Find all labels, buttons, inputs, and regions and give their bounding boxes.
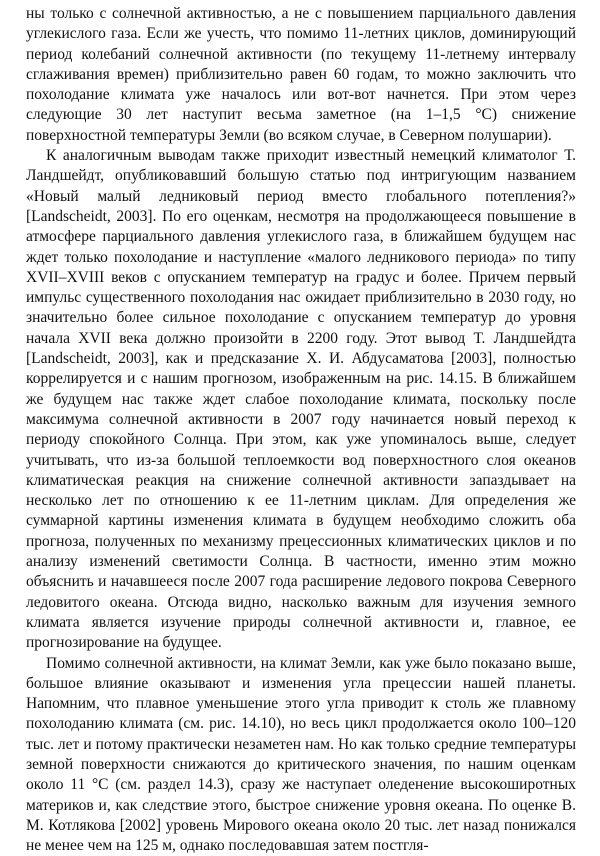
paragraph-landscheidt: К аналогичным выводам также приходит известный немецкий климатолог Т. Ландшейдт, опубликовавший большую статью под интригующим названием «Новый малый ледниковый период вместо глобального потепления?» [Landscheidt, 2003]. По его оценкам, несмотря на продолжающееся повышение в атмосфере парциального давления углекислого газа, в ближайшем будущем нас ждет только похолодание и наступление «малого ледникового периода» по типу XVII–XVIII веков с опусканием температур на градус и более. Причем первый импульс существенного похолодания нас ожидает приблизительно в 2030 году, но значительно более сильное похолодание с опусканием температур до уровня начала XVII века должно произойти в 2200 году. Этот вывод Т. Ландшейдта [Landscheidt, 2003], как и предсказание Х. И. Абдусаматова [2003], полностью коррелируется и с нашим прогнозом, изображенным на рис. 14.15. В ближайшем же будущем нас также ждет слабое похолодание климата, поскольку после максимума солнечной активности в 2007 году начинается новый переход к периоду спокойного Солнца. При этом, как уже упоминалось выше, следует учитывать, что из-за большой теплоемкости вод поверхностного слоя океанов климатическая реакция на снижение солнечной активности запаздывает на несколько лет по отношению к ее 11-летним циклам. Для определения же суммарной картины изменения климата в будущем необходимо сложить оба прогноза, полученных по механизму прецессионных климатических циклов и по анализу изменений светимости Солнца. В частности, именно этим можно объяснить и начавшееся после 2007 года расширение ледового покрова Северного ледовитого океана. Отсюда видно, насколько важным для изучения земного климата является изучение природы солнечной активности и, главное, ее прогнозирование на будущее. xyxy=(26,146,576,653)
paragraph-continuation: ны только с солнечной активностью, а не с повышением парциального давления углекислого газа. Если же учесть, что помимо 11-летних циклов, доминирующий период колебаний солнечной активности (по текущему 11-летнему интервалу сглаживания времен) приблизительно равен 60 годам, то можно заключить что похолодание климата уже началось или вот-вот начнется. При этом через следующие 30 лет наступит весьма заметное (на 1–1,5 °С) снижение поверхностной температуры Земли (во всяком случае, в Северном полушарии). xyxy=(26,4,576,146)
document-page xyxy=(26,4,576,856)
paragraph-precession: Помимо солнечной активности, на климат Земли, как уже было показано выше, большое влияние оказывают и изменения угла прецессии нашей планеты. Напомним, что плавное уменьшение этого угла приводит к столь же плавному похолоданию климата (см. рис. 14.10), но весь цикл продолжается около 100–120 тыс. лет и потому практически незаметен нам. Но как только средние температуры земной поверхности снижаются до критического значения, по нашим оценкам около 11 °С (см. раздел 14.3), сразу же наступает оледенение высокоширотных материков и, как следствие этого, быстрое снижение уровня океана. По оценке В. М. Котлякова [2002] уровень Мирового океана около 20 тыс. лет назад понижался не менее чем на 125 м, однако последовавшая затем постгля- xyxy=(26,654,576,856)
